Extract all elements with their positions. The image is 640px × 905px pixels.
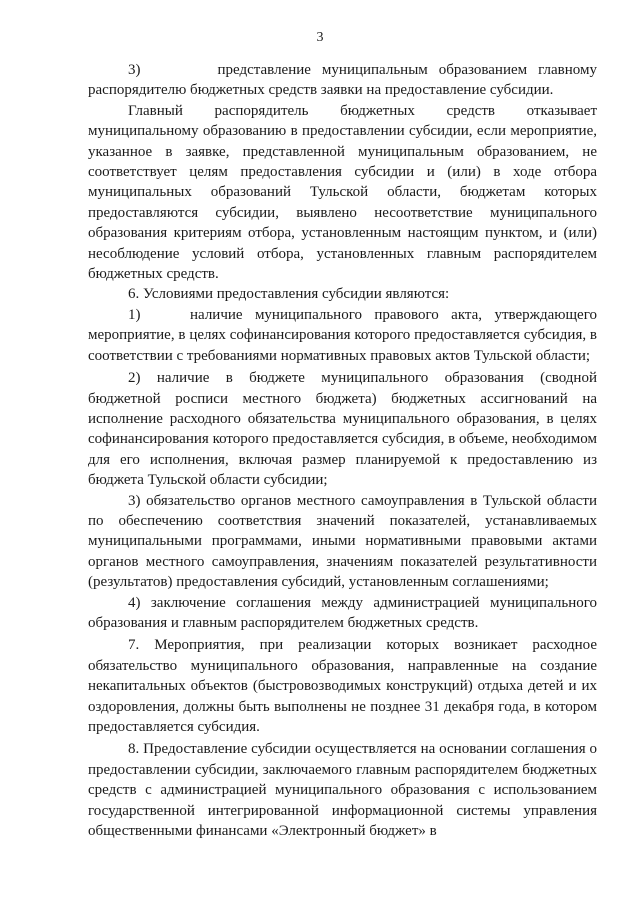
paragraph-item-3: 3) представление муниципальным образованием главному распорядителю бюджетных средств заявки на предоставление субсидии.: [88, 62, 597, 99]
document-body: [88, 60, 597, 841]
paragraph-condition-2: 2) наличие в бюджете муниципального образования (сводной бюджетной росписи местного бюджета) бюджетных ассигнований на исполнение расходного обязательства муниципального образования, в целях софинансирования которого предоставляется субсидия, в объеме, необходимом для его исполнения, включая размер планируемой к предоставлению из бюджета Тульской области субсидии;: [88, 370, 597, 489]
paragraph-condition-1: 1) наличие муниципального правового акта, утверждающего мероприятие, в целях софинансирования которого предоставляется субсидия, в соответствии с требованиями нормативных правовых актов Тульской области;: [88, 306, 597, 364]
paragraph-section-7: 7. Мероприятия, при реализации которых возникает расходное обязательство муниципального образования, направленные на создание некапитальных объектов (быстровозводимых конструкций) отдыха детей и их оздоровления, должны быть выполнены не позднее 31 декабря года, в котором предоставляется субсидия.: [88, 637, 597, 735]
paragraph-condition-3: 3) обязательство органов местного самоуправления в Тульской области по обеспечению соответствия значений показателей, устанавливаемых муниципальными программами, иными нормативными правовыми актами органов местного самоуправления, значениям показателей результативности (результатов) предоставления субсидий, установленным соглашениями;: [88, 492, 597, 591]
paragraph-condition-4: 4) заключение соглашения между администрацией муниципального образования и главным распорядителем бюджетных средств.: [88, 594, 597, 631]
paragraph-refusal-conditions: Главный распорядитель бюджетных средств отказывает муниципальному образованию в предоставлении субсидии, если мероприятие, указанное в заявке, представленной муниципальным образованием, не соответствует целям предоставления субсидии и (или) в ходе отбора муниципальных образований Тульской области, бюджетам которых предоставляются субсидии, выявлено несоответствие муниципального образования критериям отбора, установленным настоящим пунктом, и (или) несоблюдение условий отбора, установленных главным распорядителем бюджетных средств.: [88, 102, 597, 283]
paragraph-section-8: 8. Предоставление субсидии осуществляется на основании соглашения о предоставлении субсидии, заключаемого главным распорядителем бюджетных средств с администрацией муниципального образования с использованием государственной интегрированной информационной системы управления общественными финансами «Электронный бюджет» в: [88, 741, 597, 840]
paragraph-section-6-heading: 6. Условиями предоставления субсидии являются:: [128, 286, 450, 303]
page-number: 3: [316, 30, 324, 45]
